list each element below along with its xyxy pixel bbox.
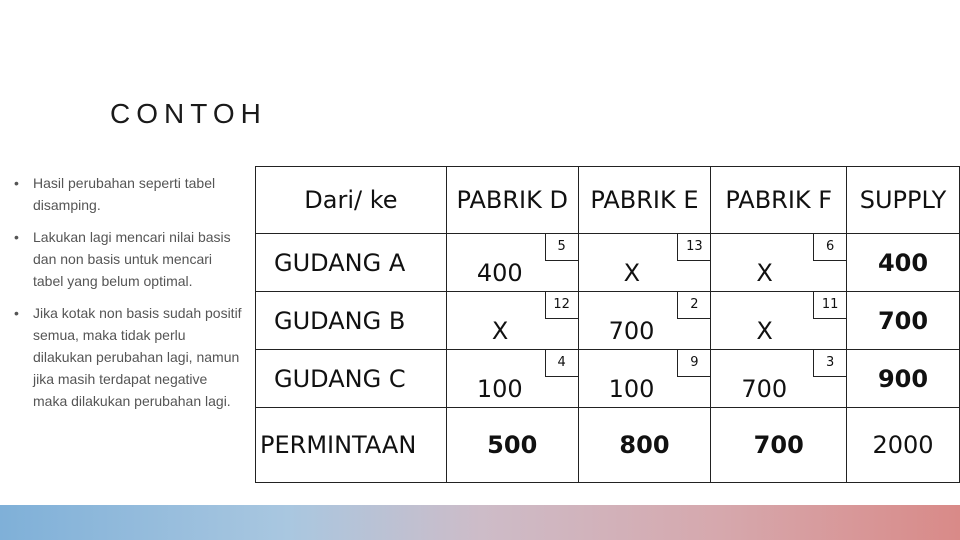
- header-origin: Dari/ ke: [256, 167, 447, 234]
- allocation-value: X: [491, 317, 509, 345]
- supply-value: 400: [847, 234, 960, 292]
- cost-box: 12: [545, 292, 578, 319]
- header-pabrik-d: PABRIK D: [446, 167, 578, 234]
- allocation-value: 700: [608, 317, 655, 345]
- supply-value: 700: [847, 292, 960, 350]
- bullet-text: Jika kotak non basis sudah positif semua, maka tidak perlu dilakukan perubahan lagi, namun jika masih terdapat negative maka dilakukan perubahan lagi.: [33, 305, 242, 409]
- allocation-cell: [446, 292, 578, 350]
- cost-box: 6: [813, 234, 846, 261]
- bullet-dot-icon: •: [14, 305, 19, 321]
- cost-box: 3: [813, 350, 846, 377]
- table-row-gudang-b: [256, 292, 960, 350]
- demand-value: 500: [446, 408, 578, 483]
- total-value: 2000: [847, 408, 960, 483]
- allocation-value: X: [623, 259, 641, 287]
- allocation-cell: [578, 292, 711, 350]
- footer-gradient-bar: [0, 505, 960, 540]
- bullet-list: [14, 172, 244, 422]
- bullet-item: [14, 226, 244, 292]
- cost-box: 4: [545, 350, 578, 377]
- table-header-row: [256, 167, 960, 234]
- bullet-dot-icon: •: [14, 229, 19, 245]
- table-row-gudang-a: [256, 234, 960, 292]
- cost-box: 9: [677, 350, 710, 377]
- header-supply: SUPPLY: [847, 167, 960, 234]
- header-pabrik-e: PABRIK E: [578, 167, 711, 234]
- allocation-cell: [446, 234, 578, 292]
- allocation-cell: [711, 234, 847, 292]
- bullet-text: Lakukan lagi mencari nilai basis dan non basis untuk mencari tabel yang belum optimal.: [33, 229, 231, 289]
- table-row-gudang-c: [256, 350, 960, 408]
- allocation-value: 100: [608, 375, 655, 403]
- allocation-cell: [578, 350, 711, 408]
- demand-value: 800: [578, 408, 711, 483]
- bullet-item: [14, 302, 244, 412]
- header-pabrik-f: PABRIK F: [711, 167, 847, 234]
- allocation-value: 100: [476, 375, 523, 403]
- bullet-dot-icon: •: [14, 175, 19, 191]
- allocation-cell: [578, 234, 711, 292]
- row-label: PERMINTAAN: [256, 408, 447, 483]
- bullet-item: [14, 172, 244, 216]
- row-label: GUDANG C: [256, 350, 447, 408]
- allocation-cell: [711, 292, 847, 350]
- cost-box: 11: [813, 292, 846, 319]
- cost-box: 13: [677, 234, 710, 261]
- row-label: GUDANG A: [256, 234, 447, 292]
- row-label: GUDANG B: [256, 292, 447, 350]
- allocation-value: 700: [741, 375, 788, 403]
- supply-value: 900: [847, 350, 960, 408]
- demand-value: 700: [711, 408, 847, 483]
- allocation-value: X: [756, 259, 773, 287]
- transport-table: [255, 166, 960, 483]
- allocation-value: 400: [476, 259, 523, 287]
- allocation-cell: [711, 350, 847, 408]
- allocation-cell: [446, 350, 578, 408]
- cost-box: 2: [677, 292, 710, 319]
- allocation-value: X: [756, 317, 773, 345]
- bullet-text: Hasil perubahan seperti tabel disamping.: [33, 175, 216, 213]
- table-row-permintaan: [256, 408, 960, 483]
- cost-box: 5: [545, 234, 578, 261]
- slide-title: CONTOH: [110, 98, 267, 129]
